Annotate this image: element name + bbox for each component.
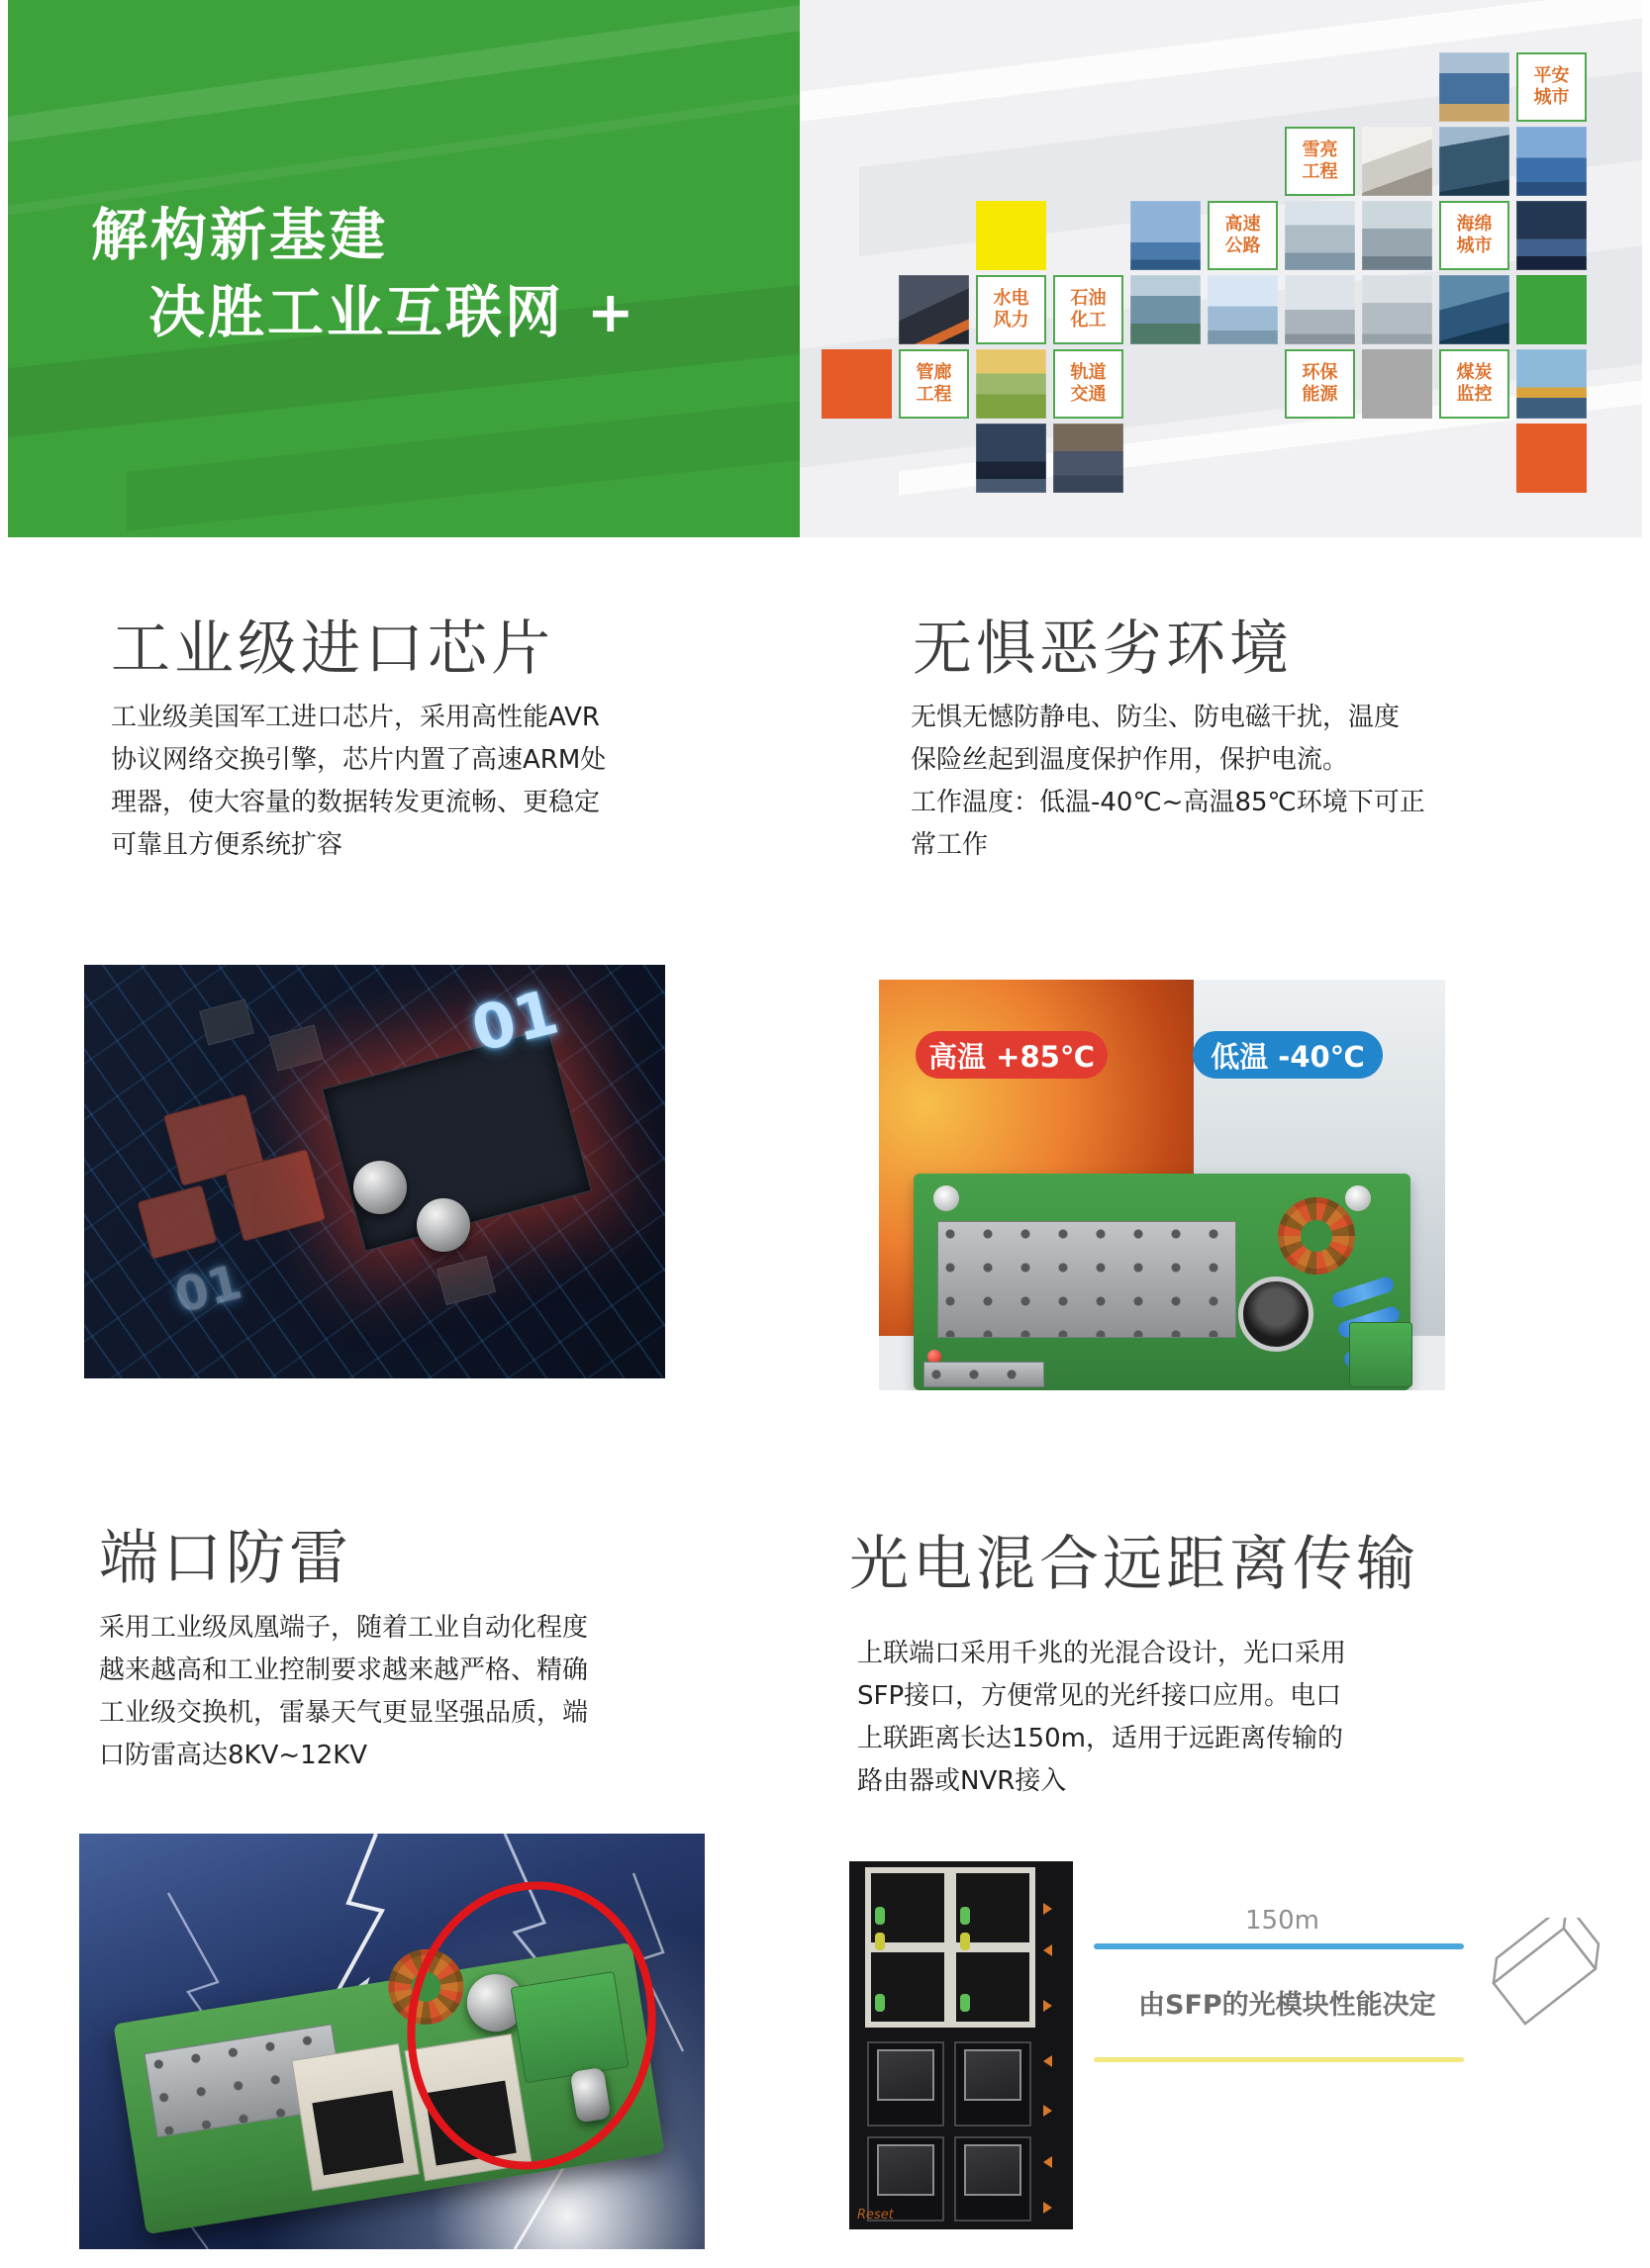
binary-overlay-text: 01 [169, 1254, 247, 1325]
mosaic-image-lake-wetland [976, 349, 1046, 419]
screw [933, 1185, 959, 1211]
body-line: 采用工业级凤凰端子，随着工业自动化程度 [99, 1613, 589, 1643]
mosaic-image-road-cameras [1285, 275, 1355, 344]
body-line: 协议网络交换引擎，芯片内置了高速ARM处 [111, 745, 607, 775]
section-title-surge: 端口防雷 [99, 1524, 352, 1593]
mosaic-label-text: 海绵城市 [1456, 213, 1493, 256]
section-body-transmission [857, 1633, 1346, 1803]
section-title-chip: 工业级进口芯片 [111, 614, 554, 684]
mosaic-square-yellow-square [976, 201, 1046, 270]
body-line: 口防雷高达8KV~12KV [99, 1741, 368, 1770]
capacitor [417, 1198, 470, 1252]
mosaic-image-city-building [1285, 201, 1355, 270]
capacitor [1238, 1276, 1313, 1352]
mosaic-label-guan-lang-gong-cheng [899, 349, 969, 419]
port-arrow [1043, 2055, 1052, 2067]
chip-board-photo [84, 965, 665, 1378]
body-line: 上联端口采用千兆的光混合设计，光口采用 [857, 1639, 1347, 1668]
port-arrow [1043, 2156, 1052, 2168]
mosaic-label-text: 平安城市 [1533, 64, 1570, 108]
mosaic-label-text: 雪亮工程 [1302, 139, 1338, 182]
mosaic-image-city-aerial [1130, 275, 1201, 344]
mosaic-label-gao-su-gong-lu [1208, 201, 1278, 270]
port-arrow [1043, 2000, 1052, 2012]
body-line: 越来越高和工业控制要求越来越严格、精确 [99, 1655, 589, 1685]
body-line: 工业级美国军工进口芯片，采用高性能AVR [111, 703, 600, 732]
distance-label: 150m [1245, 1906, 1319, 1936]
pcb-component [199, 998, 254, 1045]
body-line: 可靠且方便系统扩容 [111, 830, 343, 860]
mosaic-square-orange-square-1 [822, 349, 892, 419]
toroid-inductor [1278, 1197, 1355, 1275]
mosaic-image-traffic-monitoring [1439, 127, 1509, 196]
green-led [875, 1907, 885, 1925]
yellow-led [875, 1933, 885, 1950]
mosaic-image-highway-traffic [1362, 275, 1432, 344]
body-line: 理器，使大容量的数据转发更流畅、更稳定 [111, 788, 601, 817]
mosaic-image-office-building [1208, 275, 1278, 344]
pcb-component [268, 1024, 324, 1071]
mosaic-label-ping-an-cheng-shi [1516, 52, 1587, 122]
rj45-slot [312, 2090, 404, 2175]
binary-overlay-text: 01 [464, 975, 565, 1067]
lightning-board-photo [79, 1834, 705, 2249]
sfp-port [954, 2136, 1031, 2221]
mosaic-label-text: 管廊工程 [916, 361, 952, 405]
banner-headline-line1: 解构新基建 [91, 203, 388, 268]
mosaic-label-text: 轨道交通 [1070, 361, 1107, 405]
mosaic-label-huan-bao-neng-yuan [1285, 349, 1355, 419]
terminal-block [1349, 1322, 1412, 1387]
mosaic-label-text: 环保能源 [1302, 361, 1338, 405]
mosaic-label-text: 煤炭监控 [1456, 361, 1493, 405]
yellow-led [960, 1933, 970, 1950]
banner-mosaic [0, 0, 1650, 537]
mosaic-label-shi-you-hua-gong [1053, 275, 1123, 344]
rj45-frame [865, 1867, 1035, 2028]
green-led [960, 1907, 970, 1925]
port-arrow [1043, 2202, 1052, 2214]
section-title-transmission: 光电混合远距离传输 [849, 1530, 1419, 1599]
mosaic-image-radar-city [1516, 127, 1587, 196]
mosaic-square-orange-square-2 [1516, 424, 1587, 493]
port-arrow [1043, 2105, 1052, 2117]
high-temp-badge: 高温 +85℃ [916, 1031, 1108, 1079]
sfp-port [954, 2041, 1031, 2126]
body-line: 工业级交换机，雷暴天气更显坚强品质，端 [99, 1698, 589, 1728]
mosaic-image-mall-surveillance [1362, 127, 1432, 196]
section-body-chip [111, 697, 606, 867]
yellow-distance-line [1094, 2057, 1464, 2062]
banner-headline-line2: 决胜工业互联网 + [148, 280, 637, 345]
section-body-surge [99, 1607, 588, 1777]
rj45-port [291, 2043, 420, 2192]
mosaic-image-control-room [1516, 201, 1587, 270]
mosaic-label-gui-dao-jiao-tong [1053, 349, 1123, 419]
body-line: 常工作 [911, 830, 989, 860]
temperature-photo [879, 980, 1445, 1390]
mosaic-label-text: 高速公路 [1224, 213, 1261, 256]
mosaic-image-drilling-rig [1516, 349, 1587, 419]
mosaic-image-monitoring-center [976, 424, 1046, 493]
mosaic-label-text: 水电风力 [993, 287, 1029, 331]
body-line: 工作温度：低温-40℃~高温85℃环境下可正 [911, 788, 1425, 817]
pcb-component [137, 1184, 217, 1260]
blue-inductor [1330, 1276, 1396, 1310]
storage-box-icon [1479, 1918, 1627, 2056]
section-body-environment [911, 697, 1425, 867]
body-line: SFP接口，方便常见的光纤接口应用。电口 [857, 1681, 1342, 1711]
body-line: 保险丝起到温度保护作用，保护电流。 [911, 745, 1349, 775]
section-title-environment: 无惧恶劣环境 [913, 614, 1293, 684]
mosaic-image-solar-farm [1439, 52, 1509, 122]
mosaic-square-gray-square [1362, 349, 1432, 419]
mosaic-image-highway-view [1362, 201, 1432, 270]
mosaic-label-shui-dian-feng-li [976, 275, 1046, 344]
mosaic-square-green-square [1516, 275, 1587, 344]
pcb-module [914, 1174, 1410, 1390]
sfp-note: 由SFP的光模块性能决定 [1138, 1990, 1436, 2021]
body-line: 无惧无憾防静电、防尘、防电磁干扰，温度 [911, 703, 1401, 732]
green-led [875, 1994, 885, 2012]
port-arrow [1043, 1903, 1052, 1915]
pcb-component [437, 1256, 496, 1305]
mosaic-image-utility-tunnel [1439, 275, 1509, 344]
sfp-port [867, 2041, 944, 2126]
switch-ports-photo [849, 1861, 1073, 2229]
port-arrow [1043, 1944, 1052, 1956]
mosaic-label-text: 石油化工 [1070, 287, 1107, 331]
capacitor [353, 1161, 407, 1214]
body-line: 路由器或NVR接入 [857, 1766, 1067, 1796]
connector [923, 1362, 1044, 1387]
mosaic-image-wind-turbines [1130, 201, 1201, 270]
mosaic-image-training-room [1053, 424, 1123, 493]
sfp-cage [937, 1221, 1236, 1338]
body-line: 上联距离长达150m，适用于远距离传输的 [857, 1724, 1343, 1753]
mosaic-label-hai-mian-cheng-shi [1439, 201, 1509, 270]
reset-label: Reset [857, 2208, 894, 2222]
blue-distance-line [1094, 1943, 1464, 1949]
mosaic-label-xue-liang-gong-cheng [1285, 127, 1355, 196]
green-led [960, 1994, 970, 2012]
mosaic-label-mei-tan-jian-kong [1439, 349, 1509, 419]
screw [1345, 1185, 1371, 1211]
low-temp-badge: 低温 -40℃ [1193, 1031, 1383, 1079]
mosaic-image-tunnel-workers [899, 275, 969, 344]
